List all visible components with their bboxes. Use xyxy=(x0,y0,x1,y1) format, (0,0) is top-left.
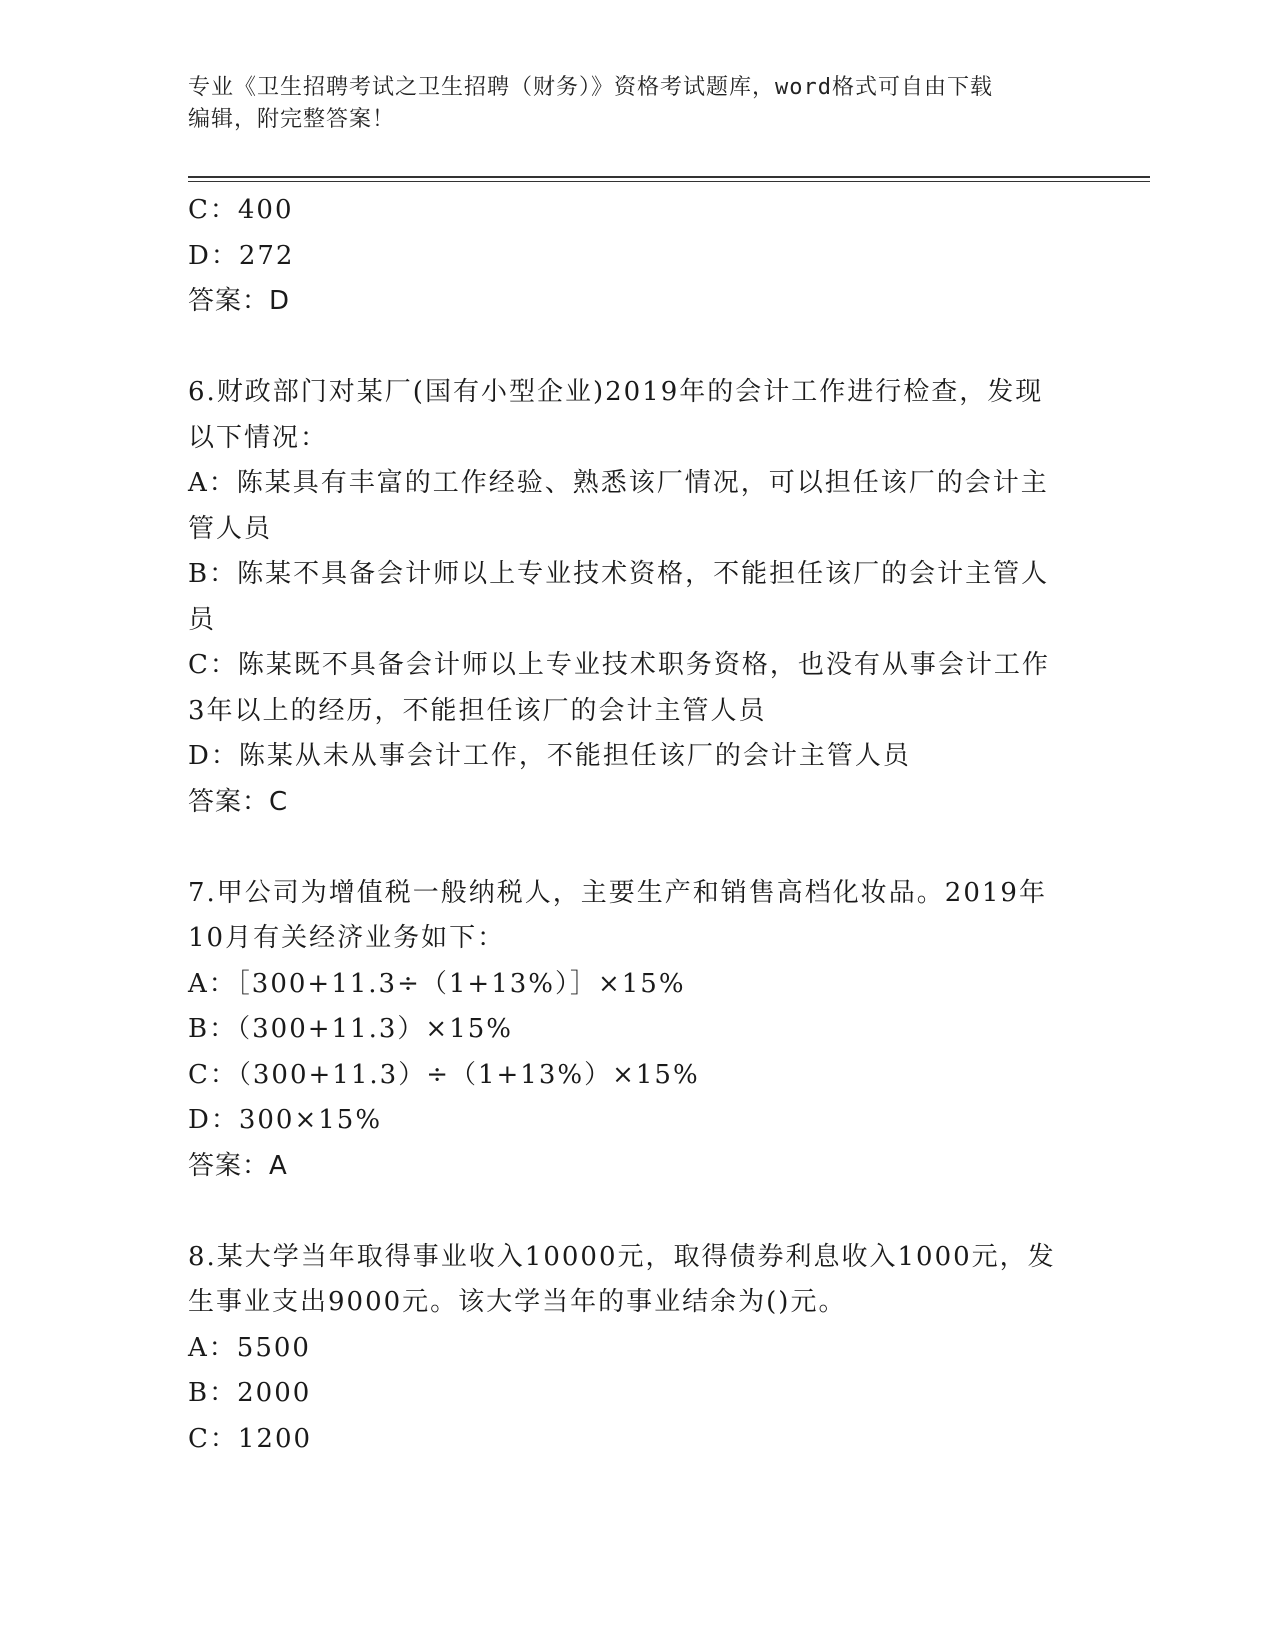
q6-option-c-line-2: 3年以上的经历，不能担任该厂的会计主管人员 xyxy=(188,695,767,726)
q5-answer: 答案：D xyxy=(188,286,291,316)
q6-stem-line-2: 以下情况： xyxy=(188,422,329,453)
q7-option-a: A：［300+11.3÷（1+13%）］×15% xyxy=(188,968,686,999)
header-line-1: 专业《卫生招聘考试之卫生招聘（财务）》资格考试题库，word格式可自由下载 xyxy=(188,75,993,100)
question-5 xyxy=(188,188,1068,325)
q6-stem-line-1: 6.财政部门对某厂(国有小型企业)2019年的会计工作进行检查，发现 xyxy=(188,377,1044,407)
spacer xyxy=(188,1189,1068,1235)
header-divider-thin xyxy=(188,181,1150,182)
q6-answer: 答案：C xyxy=(188,786,289,817)
q8-stem-line-2: 生事业支出9000元。该大学当年的事业结余为()元。 xyxy=(188,1287,847,1317)
spacer xyxy=(188,825,1068,871)
q8-option-c: C：1200 xyxy=(188,1423,313,1454)
question-8 xyxy=(188,1235,1068,1463)
q7-option-b: B：（300+11.3）×15% xyxy=(188,1014,513,1044)
q5-option-d: D：272 xyxy=(188,240,295,271)
header-divider-thick xyxy=(188,176,1150,178)
question-list xyxy=(188,188,1068,1462)
q6-option-a-line-2: 管人员 xyxy=(188,513,273,544)
q6-option-b-line-2: 员 xyxy=(188,604,217,635)
q6-option-d: D：陈某从未从事会计工作，不能担任该厂的会计主管人员 xyxy=(188,741,911,771)
q8-stem-line-1: 8.某大学当年取得事业收入10000元，取得债券利息收入1000元，发 xyxy=(188,1241,1056,1272)
q5-option-c: C：400 xyxy=(188,195,294,225)
q7-stem-line-2: 10月有关经济业务如下： xyxy=(188,923,506,953)
q6-option-b-line-1: B：陈某不具备会计师以上专业技术资格，不能担任该厂的会计主管人 xyxy=(188,559,1050,589)
question-7 xyxy=(188,871,1068,1190)
q6-option-a-line-1: A：陈某具有丰富的工作经验、熟悉该厂情况，可以担任该厂的会计主 xyxy=(188,468,1049,498)
header-line-2: 编辑，附完整答案！ xyxy=(188,107,396,132)
q7-answer: 答案：A xyxy=(188,1150,288,1181)
q7-stem-line-1: 7.甲公司为增值税一般纳税人，主要生产和销售高档化妆品。2019年 xyxy=(188,877,1047,908)
question-6 xyxy=(188,370,1068,825)
q8-option-b: B：2000 xyxy=(188,1378,312,1408)
q7-option-c: C：（300+11.3）÷（1+13%）×15% xyxy=(188,1059,700,1090)
q6-option-c-line-1: C：陈某既不具备会计师以上专业技术职务资格，也没有从事会计工作 xyxy=(188,650,1050,680)
q7-option-d: D：300×15% xyxy=(188,1105,383,1135)
q8-option-a: A：5500 xyxy=(188,1332,311,1363)
spacer xyxy=(188,325,1068,371)
document-header xyxy=(188,72,1068,136)
